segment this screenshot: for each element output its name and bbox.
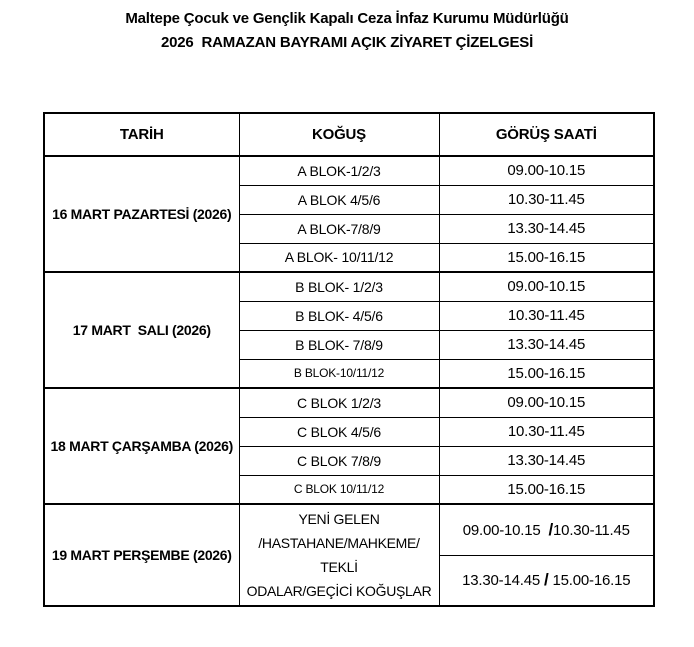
time-cell: 09.00-10.15: [439, 156, 654, 185]
table-row: [44, 388, 654, 417]
kogus-cell: C BLOK 4/5/6: [239, 417, 439, 446]
time-range: 09.00-10.15: [462, 521, 549, 539]
kogus-cell: A BLOK 4/5/6: [239, 185, 439, 214]
time-cell: 15.00-16.15: [439, 475, 654, 504]
time-cell: 15.00-16.15: [439, 359, 654, 388]
kogus-cell: B BLOK- 4/5/6: [239, 301, 439, 330]
kogus-line: /HASTAHANE/MAHKEME/ TEKLİ: [258, 535, 420, 575]
date-cell-18-mart: 18 MART ÇARŞAMBA (2026): [44, 388, 239, 504]
table-row: [44, 272, 654, 301]
time-range: 10.30-11.45: [553, 521, 630, 539]
table-row: [44, 156, 654, 185]
time-range: 13.30-14.45: [462, 572, 544, 590]
time-cell-double: [439, 504, 654, 555]
header-row: [44, 113, 654, 156]
time-cell: 10.30-11.45: [439, 301, 654, 330]
kogus-cell: C BLOK 1/2/3: [239, 388, 439, 417]
time-cell: 09.00-10.15: [439, 272, 654, 301]
time-cell-double: [439, 555, 654, 606]
time-cell: 13.30-14.45: [439, 446, 654, 475]
kogus-line: YENİ GELEN: [298, 511, 380, 527]
kogus-cell: A BLOK- 10/11/12: [239, 243, 439, 272]
time-cell: 09.00-10.15: [439, 388, 654, 417]
kogus-cell: B BLOK-10/11/12: [239, 359, 439, 388]
page-title: Maltepe Çocuk ve Gençlik Kapalı Ceza İnfaz Kurumu Müdürlüğü: [125, 10, 569, 27]
time-cell: 13.30-14.45: [439, 330, 654, 359]
kogus-cell: C BLOK 7/8/9: [239, 446, 439, 475]
col-header-tarih: TARİH: [44, 113, 239, 156]
time-cell: 13.30-14.45: [439, 214, 654, 243]
kogus-line: ODALAR/GEÇİCİ KOĞUŞLAR: [246, 583, 432, 599]
date-cell-16-mart: 16 MART PAZARTESİ (2026): [44, 156, 239, 272]
time-cell: 10.30-11.45: [439, 417, 654, 446]
schedule-table: [43, 112, 655, 607]
kogus-cell: C BLOK 10/11/12: [239, 475, 439, 504]
page-subtitle: 2026 RAMAZAN BAYRAMI AÇIK ZİYARET ÇİZELGESİ: [160, 34, 534, 51]
date-cell-19-mart: 19 MART PERŞEMBE (2026): [44, 504, 239, 606]
time-cell: 15.00-16.15: [439, 243, 654, 272]
time-range: 15.00-16.15: [548, 572, 631, 590]
kogus-cell: A BLOK-7/8/9: [239, 214, 439, 243]
kogus-cell: B BLOK- 1/2/3: [239, 272, 439, 301]
date-cell-17-mart: 17 MART SALI (2026): [44, 272, 239, 388]
slash-separator: /: [548, 519, 554, 539]
col-header-kogus: KOĞUŞ: [239, 113, 439, 156]
time-cell: 10.30-11.45: [439, 185, 654, 214]
title-block: [0, 9, 694, 53]
table-row: [44, 504, 654, 555]
col-header-gorus-saati: GÖRÜŞ SAATİ: [439, 113, 654, 156]
kogus-cell: B BLOK- 7/8/9: [239, 330, 439, 359]
kogus-cell: A BLOK-1/2/3: [239, 156, 439, 185]
slash-separator: /: [543, 570, 549, 590]
kogus-cell-multiline: [239, 504, 439, 606]
